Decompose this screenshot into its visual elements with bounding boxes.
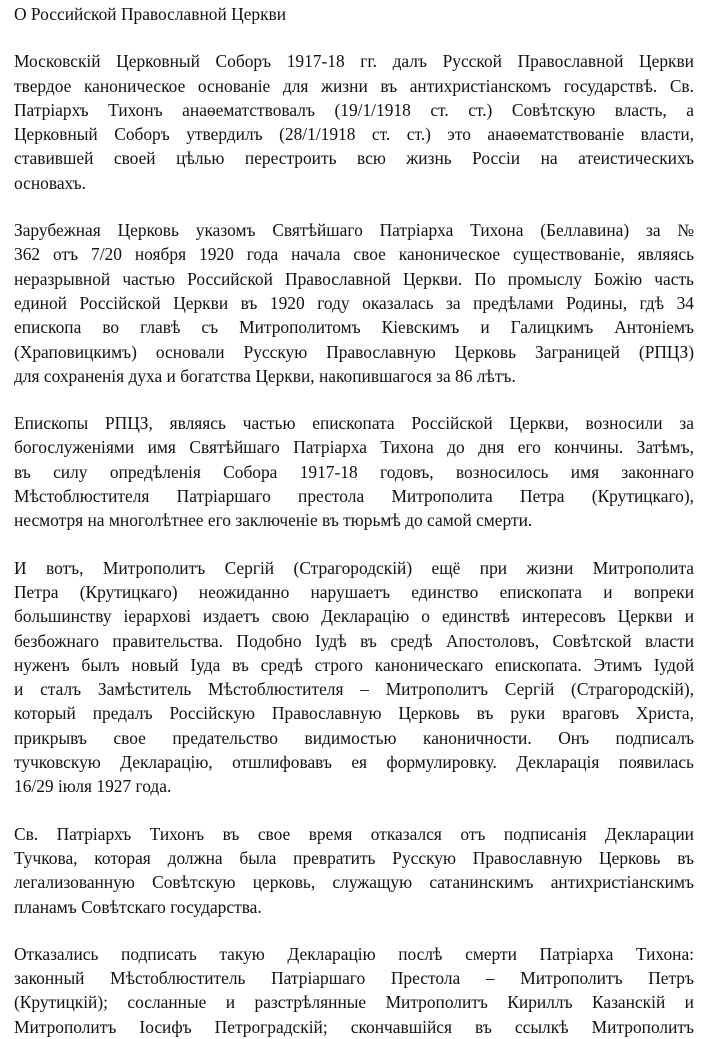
text-line: легализованную Совѣтскую церковь, служащую сатанинскимъ антихристіанскимъ: [14, 872, 694, 893]
text-line: ставившей своей цѣлью перестроить всю жизнь Россіи на атеистическихъ: [14, 148, 694, 169]
text-line: 362 отъ 7/20 ноября 1920 года начала свое каноническое существованіе, являясь: [14, 244, 694, 265]
text-line: твердое каноническое основаніе для жизни въ антихристіанскомъ государствѣ. Св.: [14, 75, 694, 96]
paragraph-declaration: [14, 556, 694, 799]
text-line: несмотря на многолѣтнее его заключеніе въ тюрьмѣ до самой смерти.: [14, 510, 533, 531]
text-line: 16/29 іюля 1927 года.: [14, 776, 172, 797]
text-line: Мѣстоблюстителя Патріаршаго престола Митрополита Петра (Крутицкаго),: [14, 486, 694, 507]
paragraph-tikhon-refusal: [14, 822, 694, 919]
text-line: планамъ Совѣтскаго государства.: [14, 896, 262, 917]
text-line: единой Россійской Церкви въ 1920 году оказалась за предѣлами Родины, гдѣ 34: [14, 292, 694, 313]
text-line: тучковскую Декларацію, отшлифовавъ ея формулировку. Декларація появилась: [14, 752, 694, 773]
text-line: Тучкова, которая должна была превратить Русскую Православную Церковь въ: [14, 847, 694, 868]
text-line: Церковный Соборъ утвердилъ (28/1/1918 ст. ст.) это анаѳематствованіе власти,: [14, 124, 694, 145]
paragraph-council: [14, 49, 694, 195]
text-line: нуженъ былъ новый Іуда въ средѣ строго каноническаго епископата. Этимъ Іудой: [14, 654, 694, 675]
text-line: и сталъ Замѣститель Мѣстоблюстителя – Митрополитъ Сергій (Страгородскій),: [14, 679, 694, 700]
text-line: законный Мѣстоблюститель Патріаршаго Престола – Митрополитъ Петръ: [14, 968, 694, 989]
text-line: (Храповицкимъ) основали Русскую Православную Церковь Заграницей (РПЦЗ): [14, 341, 694, 362]
text-line: въ силу опредѣленія Собора 1917-18 годовъ, возносилось имя законнаго: [14, 461, 694, 482]
text-line: большинству іерархові издаетъ свою Декларацію о единствѣ интересовъ Церкви и: [14, 606, 694, 627]
text-line: епископа во главѣ съ Митрополитомъ Кіевскимъ и Галицкимъ Антоніемъ: [14, 317, 694, 338]
text-line: Митрополитъ Іосифъ Петроградскій; скончавшійся въ ссылкѣ Митрополитъ: [14, 1016, 694, 1037]
text-line: (Крутицкій); сосланные и разстрѣлянные Митрополитъ Кириллъ Казанскій и: [14, 992, 694, 1013]
text-line: Зарубежная Церковь указомъ Святѣйшаго Патріарха Тихона (Беллавина) за №: [14, 220, 694, 241]
text-line: Патріархъ Тихонъ анаѳематствовалъ (19/1/1918 ст. ст.) Совѣтскую власть, а: [14, 99, 694, 120]
document-title: О Российской Православной Церкви: [14, 4, 287, 24]
paragraph-refusers: [14, 942, 694, 1039]
text-line: для сохраненія духа и богатства Церкви, накопившагося за 86 лѣтъ.: [14, 365, 516, 386]
paragraph-rocor-founding: [14, 218, 694, 388]
text-line: Епископы РПЦЗ, являясь частью епископата Россійской Церкви, возносили за: [14, 413, 694, 434]
text-line: И вотъ, Митрополитъ Сергій (Страгородскій) ещё при жизни Митрополита: [14, 557, 694, 578]
text-line: безбожнаго правительства. Подобно Іудѣ въ средѣ Апостоловъ, Совѣтской власти: [14, 630, 694, 651]
text-line: богослуженіями имя Святѣйшаго Патріарха Тихона до дня его кончины. Затѣмъ,: [14, 437, 694, 458]
text-line: Московскій Церковный Соборъ 1917-18 гг. далъ Русской Православной Церкви: [14, 51, 694, 72]
text-line: неразрывной частью Российской Православной Церкви. По промыслу Божію часть: [14, 268, 694, 289]
text-line: Петра (Крутицкаго) неожиданно нарушаетъ единство епископата и вопреки: [14, 581, 694, 602]
text-line: Отказались подписать такую Декларацію послѣ смерти Патріарха Тихона:: [14, 943, 694, 964]
text-line: Св. Патріархъ Тихонъ въ свое время отказался отъ подписанія Декларации: [14, 823, 694, 844]
text-line: который предалъ Россійскую Православную Церковь въ руки враговъ Христа,: [14, 703, 694, 724]
text-line: основахъ.: [14, 172, 86, 193]
paragraph-bishops: [14, 411, 694, 532]
text-line: прикрывъ свое предательство видимостью каноничности. Онъ подписалъ: [14, 727, 694, 748]
